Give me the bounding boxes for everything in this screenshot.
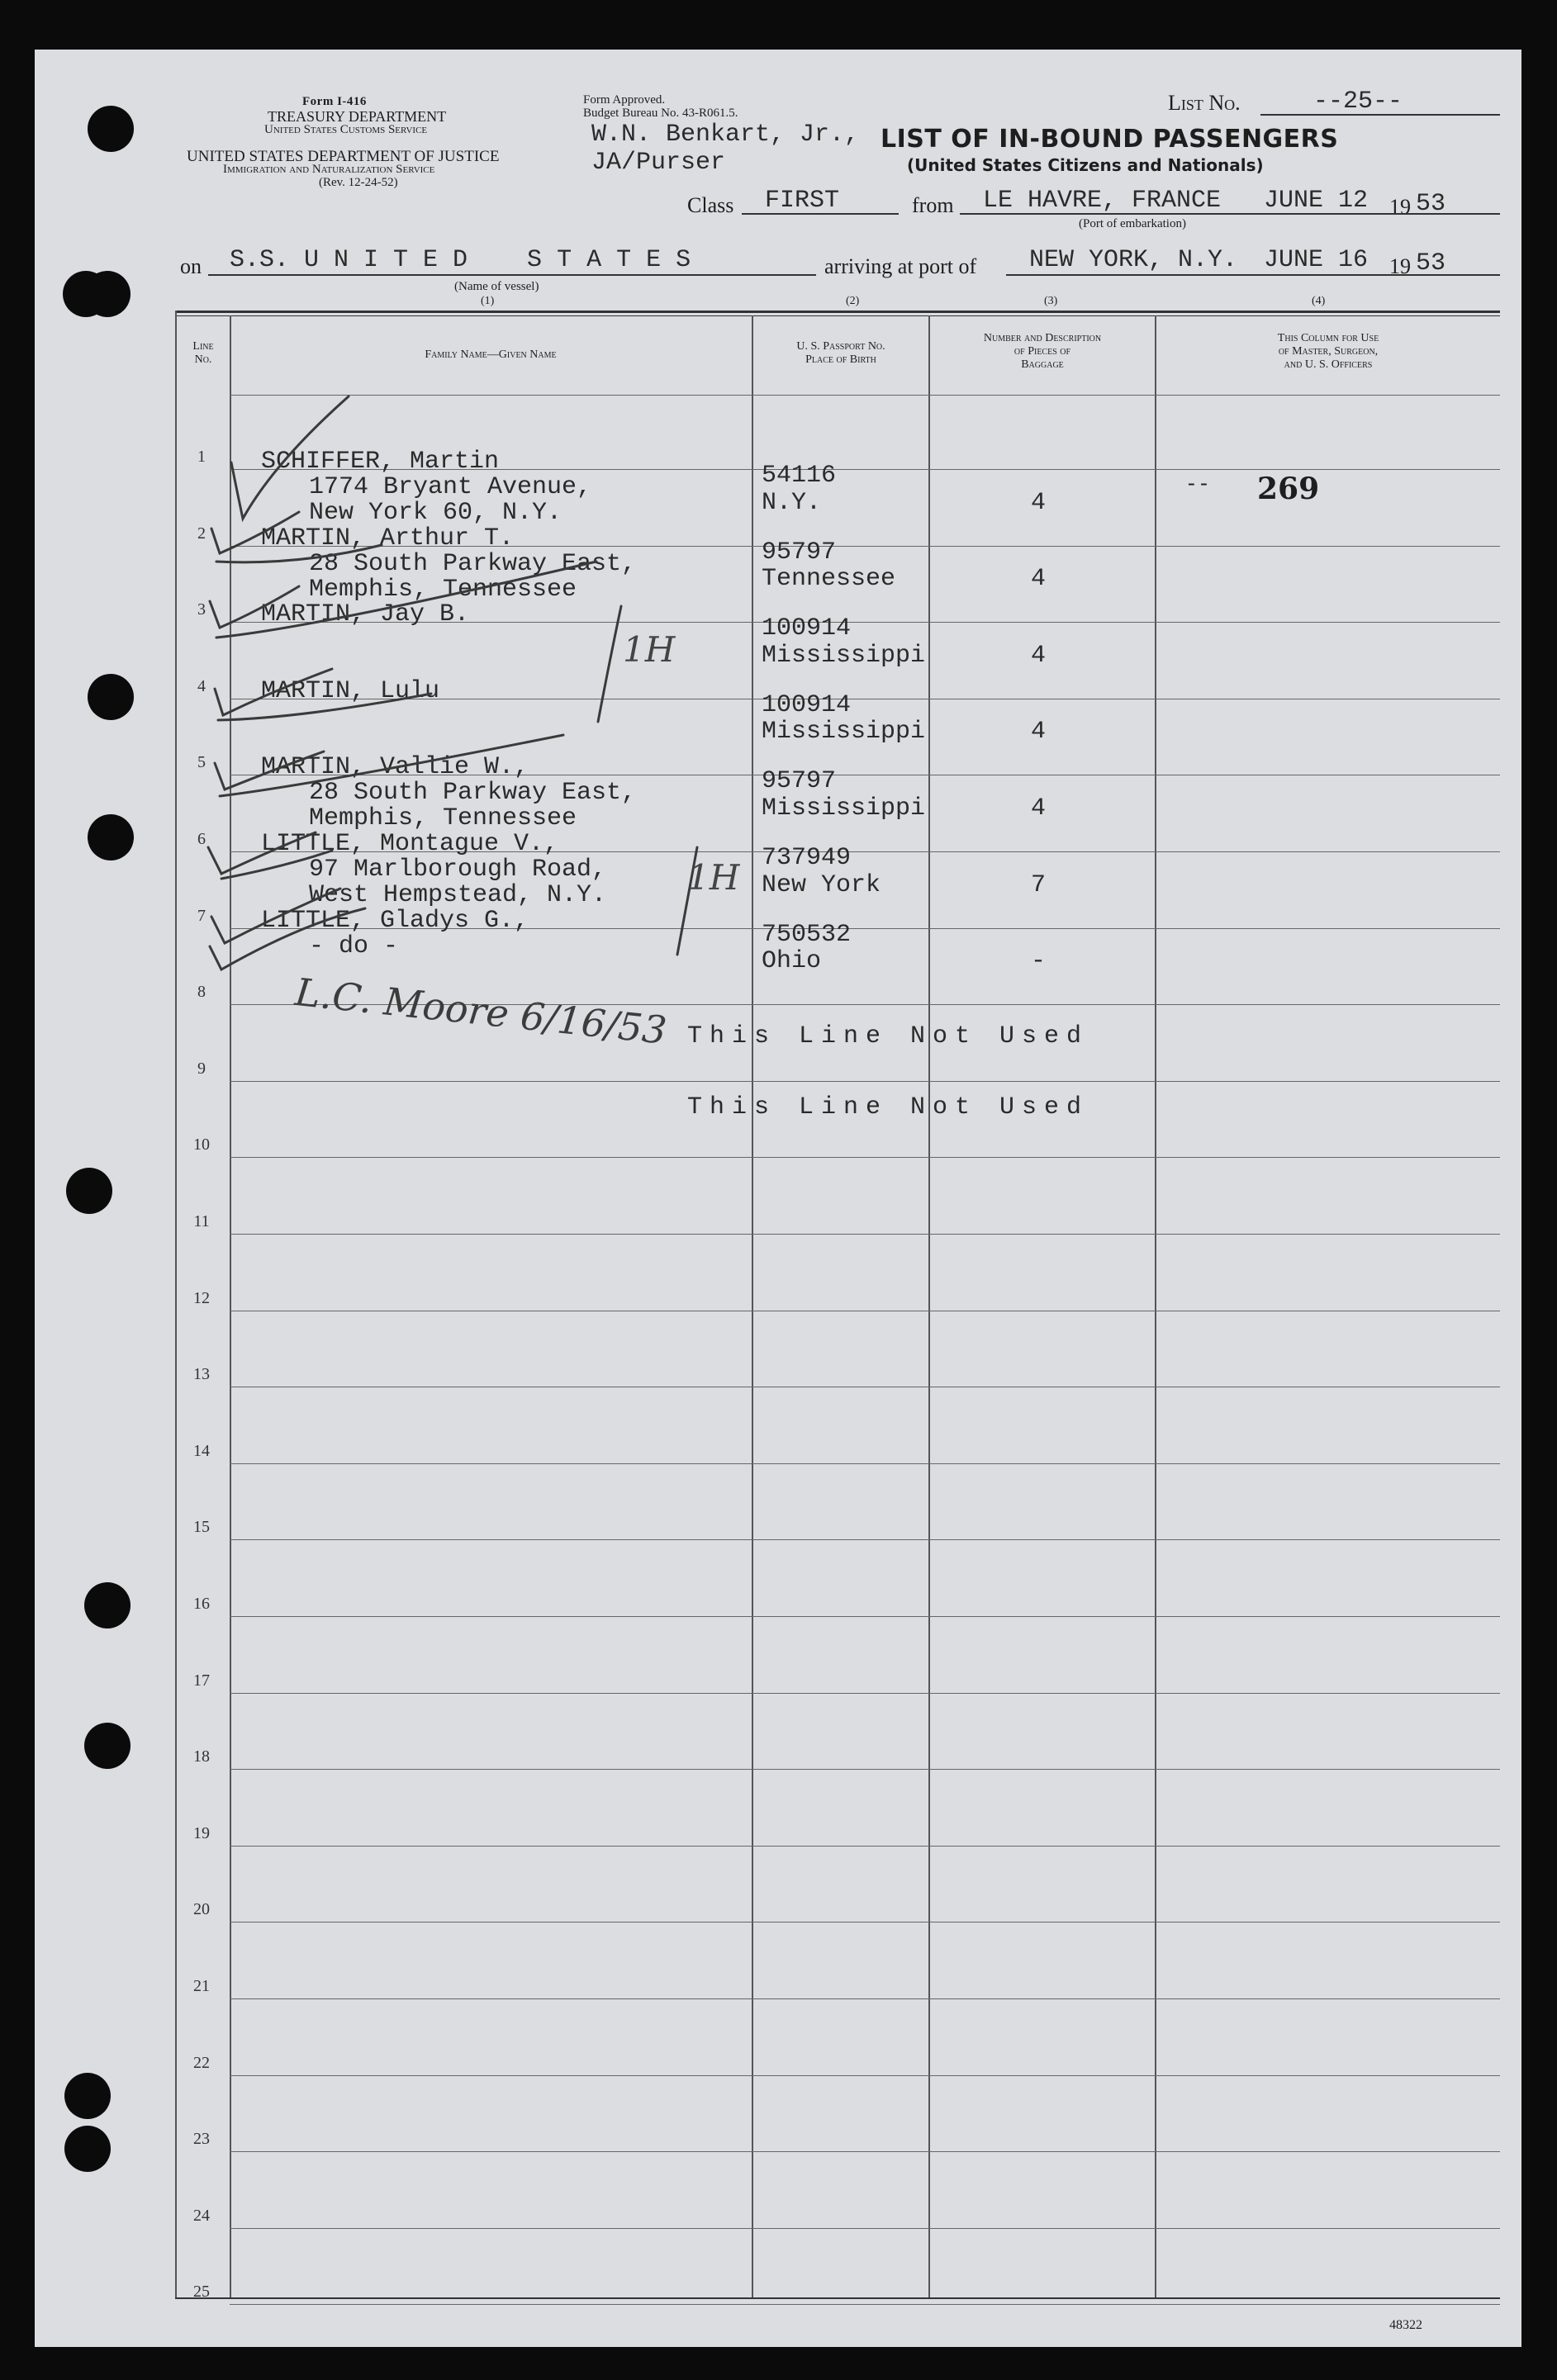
baggage-count: - [1031,947,1047,975]
passenger-name: MARTIN, Jay B. [261,600,470,628]
place-of-birth: Mississippi [762,642,926,670]
line-number: 15 [193,1518,210,1536]
check-mark [221,851,332,879]
purser-name: W.N. Benkart, Jr., [591,121,860,149]
form-revision: (Rev. 12-24-52) [319,176,398,189]
manifest-page [35,50,1521,2347]
line-number: 5 [197,753,206,771]
dept-justice: UNITED STATES DEPARTMENT OF JUSTICE [187,148,500,165]
from-label: from [912,193,954,217]
footer-code: 48322 [1389,2318,1422,2332]
passenger-address-1: 28 South Parkway East, [309,550,637,578]
passport-number: 750532 [762,921,852,949]
passport-number: 95797 [762,538,837,567]
unused-line-note-9: This Line Not Used [687,1093,1089,1121]
line-number: 4 [197,677,206,695]
line-number: 2 [197,524,206,543]
arrival-date: JUNE 16 [1264,246,1369,274]
line-number: 1 [197,448,206,466]
passenger-address-1: 97 Marlborough Road, [309,856,607,884]
check-mark [216,545,382,562]
check-mark [218,694,431,720]
check-mark [215,669,332,715]
place-of-birth: Ohio [762,947,822,975]
passenger-address-2: West Hempstead, N.Y. [309,881,607,909]
check-mark [211,889,340,943]
place-of-birth: Mississippi [762,794,926,823]
line-number: 3 [197,600,206,619]
passport-number: 100914 [762,691,852,719]
header-passport: U. S. Passport No. Place of Birth [796,340,885,366]
embark-year: 53 [1416,190,1446,218]
place-of-birth: N.Y. [762,489,822,517]
handwritten-checkmarks [35,50,1521,2347]
check-mark [220,735,563,796]
budget-bureau: Budget Bureau No. 43-R061.5. [583,107,738,120]
baggage-count: 4 [1031,718,1047,746]
passenger-name: MARTIN, Lulu [261,677,440,705]
check-mark [231,396,349,519]
vessel-name: S.S. U N I T E D S T A T E S [230,246,691,274]
line-number: 24 [193,2207,210,2225]
header-family-name: Family Name—Given Name [425,348,557,361]
handwritten-mark-2: 1H [687,857,740,898]
passport-number: 100914 [762,614,852,642]
line-number: 10 [193,1135,210,1154]
vessel-caption: (Name of vessel) [454,280,539,293]
baggage-count: 4 [1031,794,1047,823]
form-number: Form I-416 [302,95,367,108]
class-label: Class [687,193,734,217]
bracket-stroke-1 [598,606,621,722]
unused-line-note-8: This Line Not Used [687,1022,1089,1050]
inspector-signature: L.C. Moore 6/16/53 [292,970,669,1053]
col3-num: (3) [1044,295,1058,307]
passenger-address-1: 1774 Bryant Avenue, [309,473,592,501]
officer-stamp-number: 269 [1257,472,1320,506]
stamp-dash: - - [1188,471,1208,495]
embark-date: JUNE 12 [1264,187,1369,215]
arrival-port: NEW YORK, N.Y. [1029,246,1238,274]
baggage-count: 4 [1031,565,1047,593]
passport-number: 95797 [762,767,837,795]
line-number: 7 [197,907,206,925]
col2-num: (2) [846,295,860,307]
dept-treasury-sub: United States Customs Service [264,123,428,136]
dept-treasury: TREASURY DEPARTMENT [268,108,447,125]
arrival-year-prefix: 19 [1389,254,1411,278]
line-number: 17 [193,1671,210,1690]
passenger-address-2: Memphis, Tennessee [309,804,577,832]
col4-num: (4) [1312,295,1326,307]
on-label: on [180,254,202,278]
passenger-address-2: Memphis, Tennessee [309,576,577,604]
list-title: LIST OF IN-BOUND PASSENGERS [881,125,1339,154]
approval-line: Form Approved. [583,93,666,107]
passenger-name: LITTLE, Gladys G., [261,907,529,935]
place-of-birth: Tennessee [762,565,896,593]
list-no-label: List No. [1168,91,1241,115]
line-number: 11 [193,1212,210,1230]
arrival-year: 53 [1416,249,1446,277]
embark-caption: (Port of embarkation) [1079,217,1186,230]
passenger-name: MARTIN, Vallie W., [261,753,529,781]
purser-title: JA/Purser [591,149,726,177]
line-number: 23 [193,2130,210,2148]
vessel-col-num: (1) [481,295,495,307]
list-no-value: --25-- [1313,88,1403,116]
place-of-birth: Mississippi [762,718,926,746]
line-number: 21 [193,1977,210,1995]
arriving-label: arriving at port of [824,254,977,278]
line-number: 22 [193,2054,210,2072]
check-mark [216,562,596,638]
check-mark [210,586,299,628]
passenger-name: LITTLE, Montague V., [261,830,559,858]
passenger-address-2: New York 60, N.Y. [309,499,563,527]
line-number: 19 [193,1824,210,1842]
line-number: 8 [197,983,206,1001]
class-value: FIRST [765,187,840,215]
header-officers: This Column for Use of Master, Surgeon, and U. S. Officers [1277,332,1379,371]
line-number: 13 [193,1365,210,1383]
line-number: 18 [193,1747,210,1766]
passport-number: 54116 [762,462,837,490]
header-baggage: Number and Description of Pieces of Baggage [983,332,1102,371]
baggage-count: 4 [1031,489,1047,517]
passenger-name: MARTIN, Arthur T. [261,524,515,552]
dept-justice-sub: Immigration and Naturalization Service [223,163,435,176]
passenger-address-1: - do - [309,932,399,960]
header-line-no: Line No. [192,340,214,366]
handwritten-mark-1: 1H [623,629,676,670]
baggage-count: 4 [1031,642,1047,670]
baggage-count: 7 [1031,871,1047,899]
passport-number: 737949 [762,844,852,872]
line-number: 14 [193,1442,210,1460]
line-number: 6 [197,830,206,848]
line-number: 9 [197,1060,206,1078]
list-subtitle: (United States Citizens and Nationals) [907,155,1264,175]
line-number: 20 [193,1900,210,1918]
check-mark [208,832,316,874]
embark-port: LE HAVRE, FRANCE [983,187,1222,215]
passenger-name: SCHIFFER, Martin [261,448,500,476]
line-number: 16 [193,1595,210,1613]
place-of-birth: New York [762,871,881,899]
passenger-address-1: 28 South Parkway East, [309,779,637,807]
line-number: 12 [193,1289,210,1307]
check-mark [211,512,299,553]
line-number: 25 [193,2283,210,2301]
embark-year-prefix: 19 [1389,195,1411,219]
